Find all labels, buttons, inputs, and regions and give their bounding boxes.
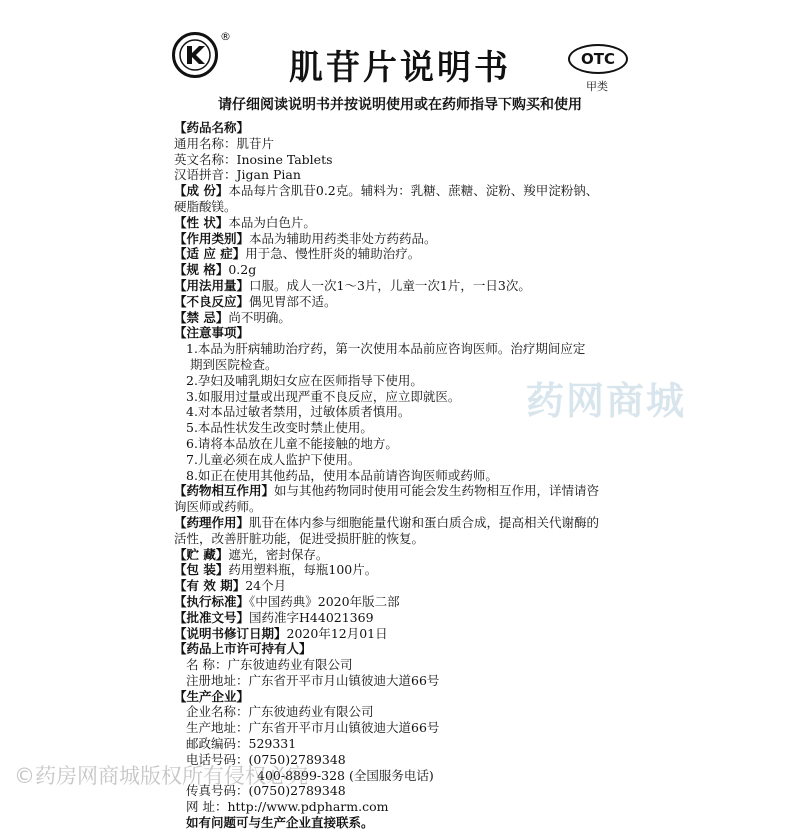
ingredients-text: 本品每片含肌苷0.2克。辅料为：乳糖、蔗糖、淀粉、羧甲淀粉钠、: [228, 183, 599, 199]
usage-text: 口服。成人一次1～3片，儿童一次1片，一日3次。: [249, 277, 531, 293]
ingredients-label: 【成 份】: [174, 183, 229, 199]
usage-label: 【用法用量】: [174, 277, 250, 293]
maker-name: 企业名称：广东彼迪药业有限公司: [186, 704, 374, 720]
fax-number: 传真号码：(0750)2789348: [186, 783, 346, 799]
package-label: 【包 装】: [174, 562, 229, 578]
english-name: 英文名称：Inosine Tablets: [174, 151, 333, 167]
spec-text: 0.2g: [228, 262, 257, 278]
approval-text: 国药准字H44021369: [249, 609, 374, 625]
storage-text: 遮光，密封保存。: [228, 546, 329, 562]
package-text: 药用塑料瓶，每瓶100片。: [228, 562, 378, 578]
center-watermark: 药网商城: [526, 379, 687, 423]
pharm-text: 肌苷在体内参与细胞能量代谢和蛋白质合成，提高相关代谢酶的: [249, 514, 600, 530]
document-title: 肌苷片说明书: [289, 48, 511, 88]
standard-text: 《中国药典》2020年版二部: [249, 593, 400, 609]
precaution-item: 8.如正在使用其他药品，使用本品前请咨询医师或药师。: [186, 467, 498, 483]
appearance-label: 【性 状】: [174, 214, 229, 230]
pharm-label: 【药理作用】: [174, 514, 250, 530]
pharm-text-cont: 活性，改善肝脏功能，促进受损肝脏的恢复。: [174, 530, 425, 546]
holder-name: 名 称：广东彼迪药业有限公司: [186, 657, 353, 673]
postcode: 邮政编码：529331: [186, 736, 297, 752]
registered-mark: ®: [220, 30, 231, 43]
generic-name: 通用名称：肌苷片: [174, 135, 275, 151]
appearance-text: 本品为白色片。: [228, 214, 316, 230]
contact-note: 如有问题可与生产企业直接联系。: [186, 815, 374, 831]
precaution-item: 7.儿童必须在成人监护下使用。: [186, 451, 361, 467]
maker-address: 生产地址：广东省开平市月山镇彼迪大道66号: [186, 720, 440, 736]
service-phone: 400-8899-328 (全国服务电话): [257, 767, 434, 783]
revision-text: 2020年12月01日: [286, 625, 388, 641]
precaution-item: 期到医院检查。: [190, 356, 278, 372]
precaution-item: 2.孕妇及哺乳期妇女应在医师指导下使用。: [186, 372, 423, 388]
category-text: 本品为辅助用药类非处方药药品。: [249, 230, 437, 246]
validity-text: 24个月: [245, 578, 287, 594]
category-label: 【作用类别】: [174, 230, 250, 246]
contra-label: 【禁 忌】: [174, 309, 229, 325]
copyright-watermark: ©药房网商城版权所有侵权必究: [14, 764, 308, 788]
website: 网 址：http://www.pdpharm.com: [186, 799, 389, 815]
otc-class: 甲类: [586, 80, 608, 93]
holder-address: 注册地址：广东省开平市月山镇彼迪大道66号: [186, 672, 440, 688]
drug-name-label: 【药品名称】: [174, 120, 250, 135]
standard-label: 【执行标准】: [174, 593, 250, 609]
phone-number: 电话号码：(0750)2789348: [186, 751, 346, 767]
leaflet-body: [174, 120, 644, 831]
interaction-text-cont: 询医师或药师。: [174, 499, 262, 515]
indication-label: 【适 应 症】: [174, 246, 246, 262]
interaction-label: 【药物相互作用】: [174, 483, 275, 499]
revision-label: 【说明书修订日期】: [174, 625, 287, 641]
holder-label: 【药品上市许可持有人】: [174, 641, 312, 657]
approval-label: 【批准文号】: [174, 609, 250, 625]
storage-label: 【贮 藏】: [174, 546, 229, 562]
precaution-item: 3.如服用过量或出现严重不良反应，应立即就医。: [186, 388, 461, 404]
adverse-text: 偶见胃部不适。: [249, 293, 337, 309]
indication-text: 用于急、慢性肝炎的辅助治疗。: [245, 246, 421, 262]
precaution-item: 1.本品为肝病辅助治疗药，第一次使用本品前应咨询医师。治疗期间应定: [186, 341, 586, 357]
maker-label: 【生产企业】: [174, 688, 250, 704]
precaution-item: 5.本品性状发生改变时禁止使用。: [186, 420, 373, 436]
contra-text: 尚不明确。: [228, 309, 291, 325]
validity-label: 【有 效 期】: [174, 578, 246, 594]
precaution-item: 6.请将本品放在儿童不能接触的地方。: [186, 435, 398, 451]
ingredients-text-cont: 硬脂酸镁。: [174, 198, 237, 214]
precautions-label: 【注意事项】: [174, 325, 250, 341]
adverse-label: 【不良反应】: [174, 293, 250, 309]
interaction-text: 如与其他药物同时使用可能会发生药物相互作用，详情请咨: [274, 483, 600, 499]
pinyin-name: 汉语拼音：Jigan Pian: [174, 167, 301, 183]
spec-label: 【规 格】: [174, 262, 229, 278]
otc-badge: OTC: [568, 44, 628, 74]
subtitle: 请仔细阅读说明书并按说明使用或在药师指导下购买和使用: [218, 97, 582, 113]
precaution-item: 4.对本品过敏者禁用，过敏体质者慎用。: [186, 404, 411, 420]
